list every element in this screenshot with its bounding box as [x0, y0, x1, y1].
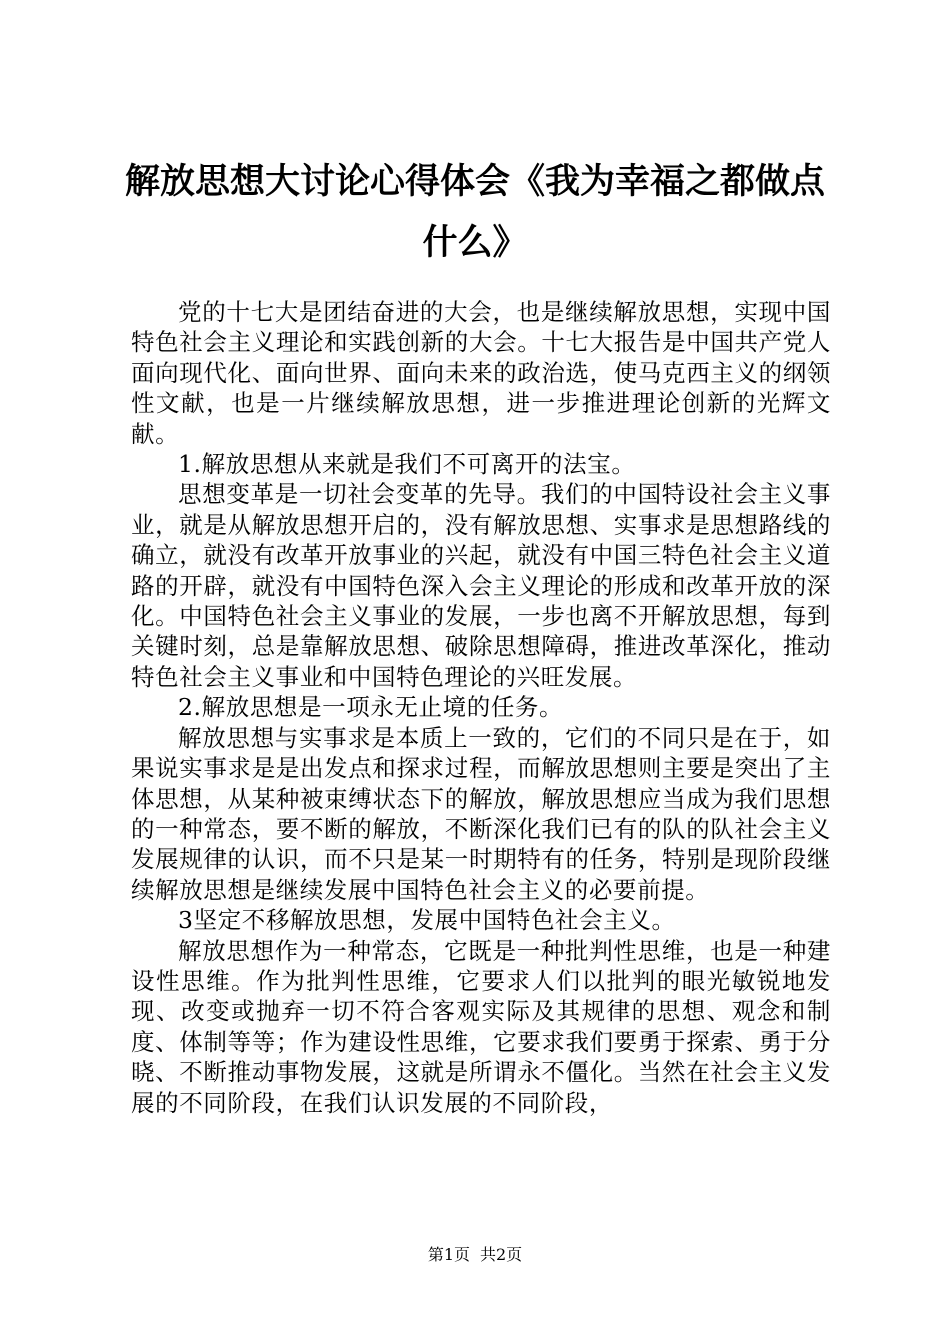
section-heading-2: 2.解放思想是一项永无止境的任务。 — [178, 693, 564, 722]
section-heading-3: 3坚定不移解放思想，发展中国特色社会主义。 — [178, 906, 676, 935]
document-title-line-1: 解放思想大讨论心得体会《我为幸福之都做点 — [124, 161, 825, 202]
document-body — [131, 297, 831, 1118]
document-title-line-2: 什么》 — [422, 222, 528, 263]
paragraph-intro: 党的十七大是团结奋进的大会，也是继续解放思想，实现中国特色社会主义理论和实践创新的大会。十七大报告是中国共产党人面向现代化、面向世界、面向未来的政治选，使马克西主义的纲领性文献，也是一片继续解放思想，进一步推进理论创新的光辉文献。 — [131, 298, 831, 448]
page-footer — [0, 1245, 950, 1265]
section-heading-1: 1.解放思想从来就是我们不可离开的法宝。 — [178, 450, 636, 479]
page-total: 共2页 — [480, 1245, 523, 1264]
paragraph-section-3: 解放思想作为一种常态，它既是一种批判性思维，也是一种建设性思维。作为批判性思维，它要求人们以批判的眼光敏锐地发现、改变或抛弃一切不符合客观实际及其规律的思想、观念和制度、体制等等；作为建设性思维，它要求我们要勇于探索、勇于分晓、不断推动事物发展，这就是所谓永不僵化。当然在社会主义发展的不同阶段，在我们认识发展的不同阶段， — [131, 936, 831, 1117]
paragraph-section-1: 思想变革是一切社会变革的先导。我们的中国特设社会主义事业，就是从解放思想开启的，没有解放思想、实事求是思想路线的确立，就没有改革开放事业的兴起，就没有中国三特色社会主义道路的开辟，就没有中国特色深入会主义理论的形成和改革开放的深化。中国特色社会主义事业的发展，一步也离不开解放思想，每到关键时刻，总是靠解放思想、破除思想障碍，推进改革深化，推动特色社会主义事业和中国特色理论的兴旺发展。 — [131, 480, 831, 691]
paragraph-section-2: 解放思想与实事求是本质上一致的，它们的不同只是在于，如果说实事求是是出发点和探求过程，而解放思想则主要是突出了主体思想，从某种被束缚状态下的解放，解放思想应当成为我们思想的一种常态，要不断的解放，不断深化我们已有的队的队社会主义发展规律的认识，而不只是某一时期特有的任务，特别是现阶段继续解放思想是继续发展中国特色社会主义的必要前提。 — [131, 723, 831, 904]
page-number: 第1页 — [427, 1245, 470, 1264]
